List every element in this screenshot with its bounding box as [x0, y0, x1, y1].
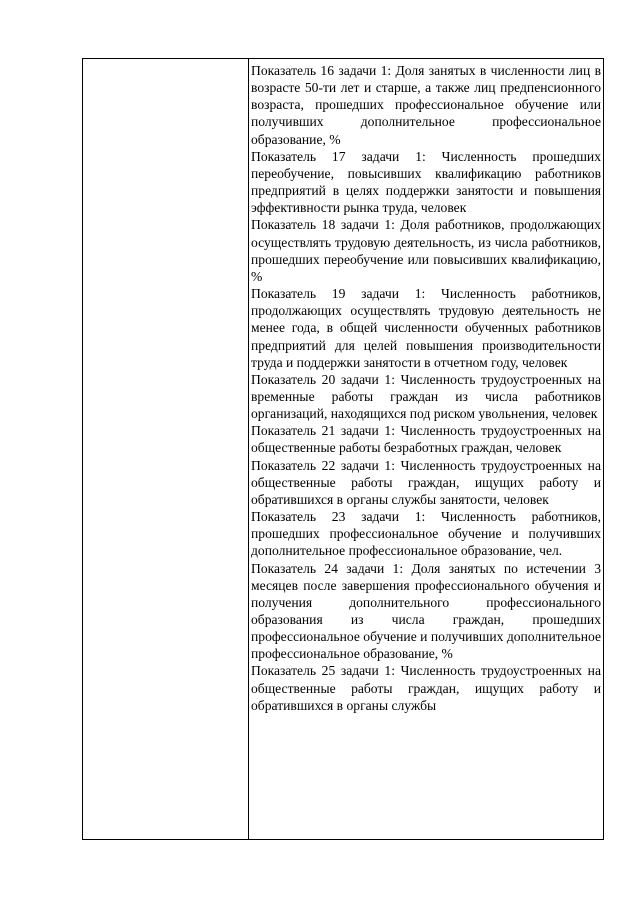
indicator-24-text: Показатель 24 задачи 1: Доля занятых по истечении 3 месяцев после завершения профессионального обучения и получения дополнительного профессионального образования из числа граждан, прошедших профессиональное обучение и получивших дополнительное профессиональное образование, %: [251, 560, 601, 662]
indicator-16-text: Показатель 16 задачи 1: Доля занятых в численности лиц в возрасте 50-ти лет и старше, а также лиц предпенсионного возраста, прошедших профессиональное обучение или получивших дополнительное профессиональное образование, %: [251, 63, 601, 147]
indicator-20-text: Показатель 20 задачи 1: Численность трудоустроенных на временные работы граждан из числа работников организаций, находящихся под риском увольнения, человек: [251, 371, 601, 422]
indicator-21-text: Показатель 21 задачи 1: Численность трудоустроенных на общественные работы безработных граждан, человек: [251, 423, 601, 456]
indicator-19-text: Показатель 19 задачи 1: Численность работников, продолжающих осуществлять трудовую деятельность не менее года, в общей численности обученных работников предприятий для целей повышения производительности труда и поддержки занятости в отчетном году, человек: [251, 286, 601, 370]
table-right-cell: [249, 59, 603, 839]
indicator-17-text: Показатель 17 задачи 1: Численность прошедших переобучение, повысивших квалификацию работников предприятий в целях поддержки занятости и повышения эффективности рынка труда, человек: [251, 148, 601, 216]
indicator-25-text: Показатель 25 задачи 1: Численность трудоустроенных на общественные работы граждан, ищущих работу и обратившихся в органы службы: [251, 663, 601, 713]
indicator-23-text: Показатель 23 задачи 1: Численность работников, прошедших профессиональное обучение и получивших дополнительное профессиональное образование, чел.: [251, 509, 601, 559]
table-left-cell: [83, 59, 249, 839]
indicator-18-text: Показатель 18 задачи 1: Доля работников, продолжающих осуществлять трудовую деятельность, из числа работников, прошедших переобучение или повысивших квалификацию, %: [251, 217, 601, 284]
indicator-table: [82, 58, 604, 840]
indicator-22-text: Показатель 22 задачи 1: Численность трудоустроенных на общественные работы граждан, ищущих работу и обратившихся в органы службы занятости, человек: [251, 457, 601, 507]
